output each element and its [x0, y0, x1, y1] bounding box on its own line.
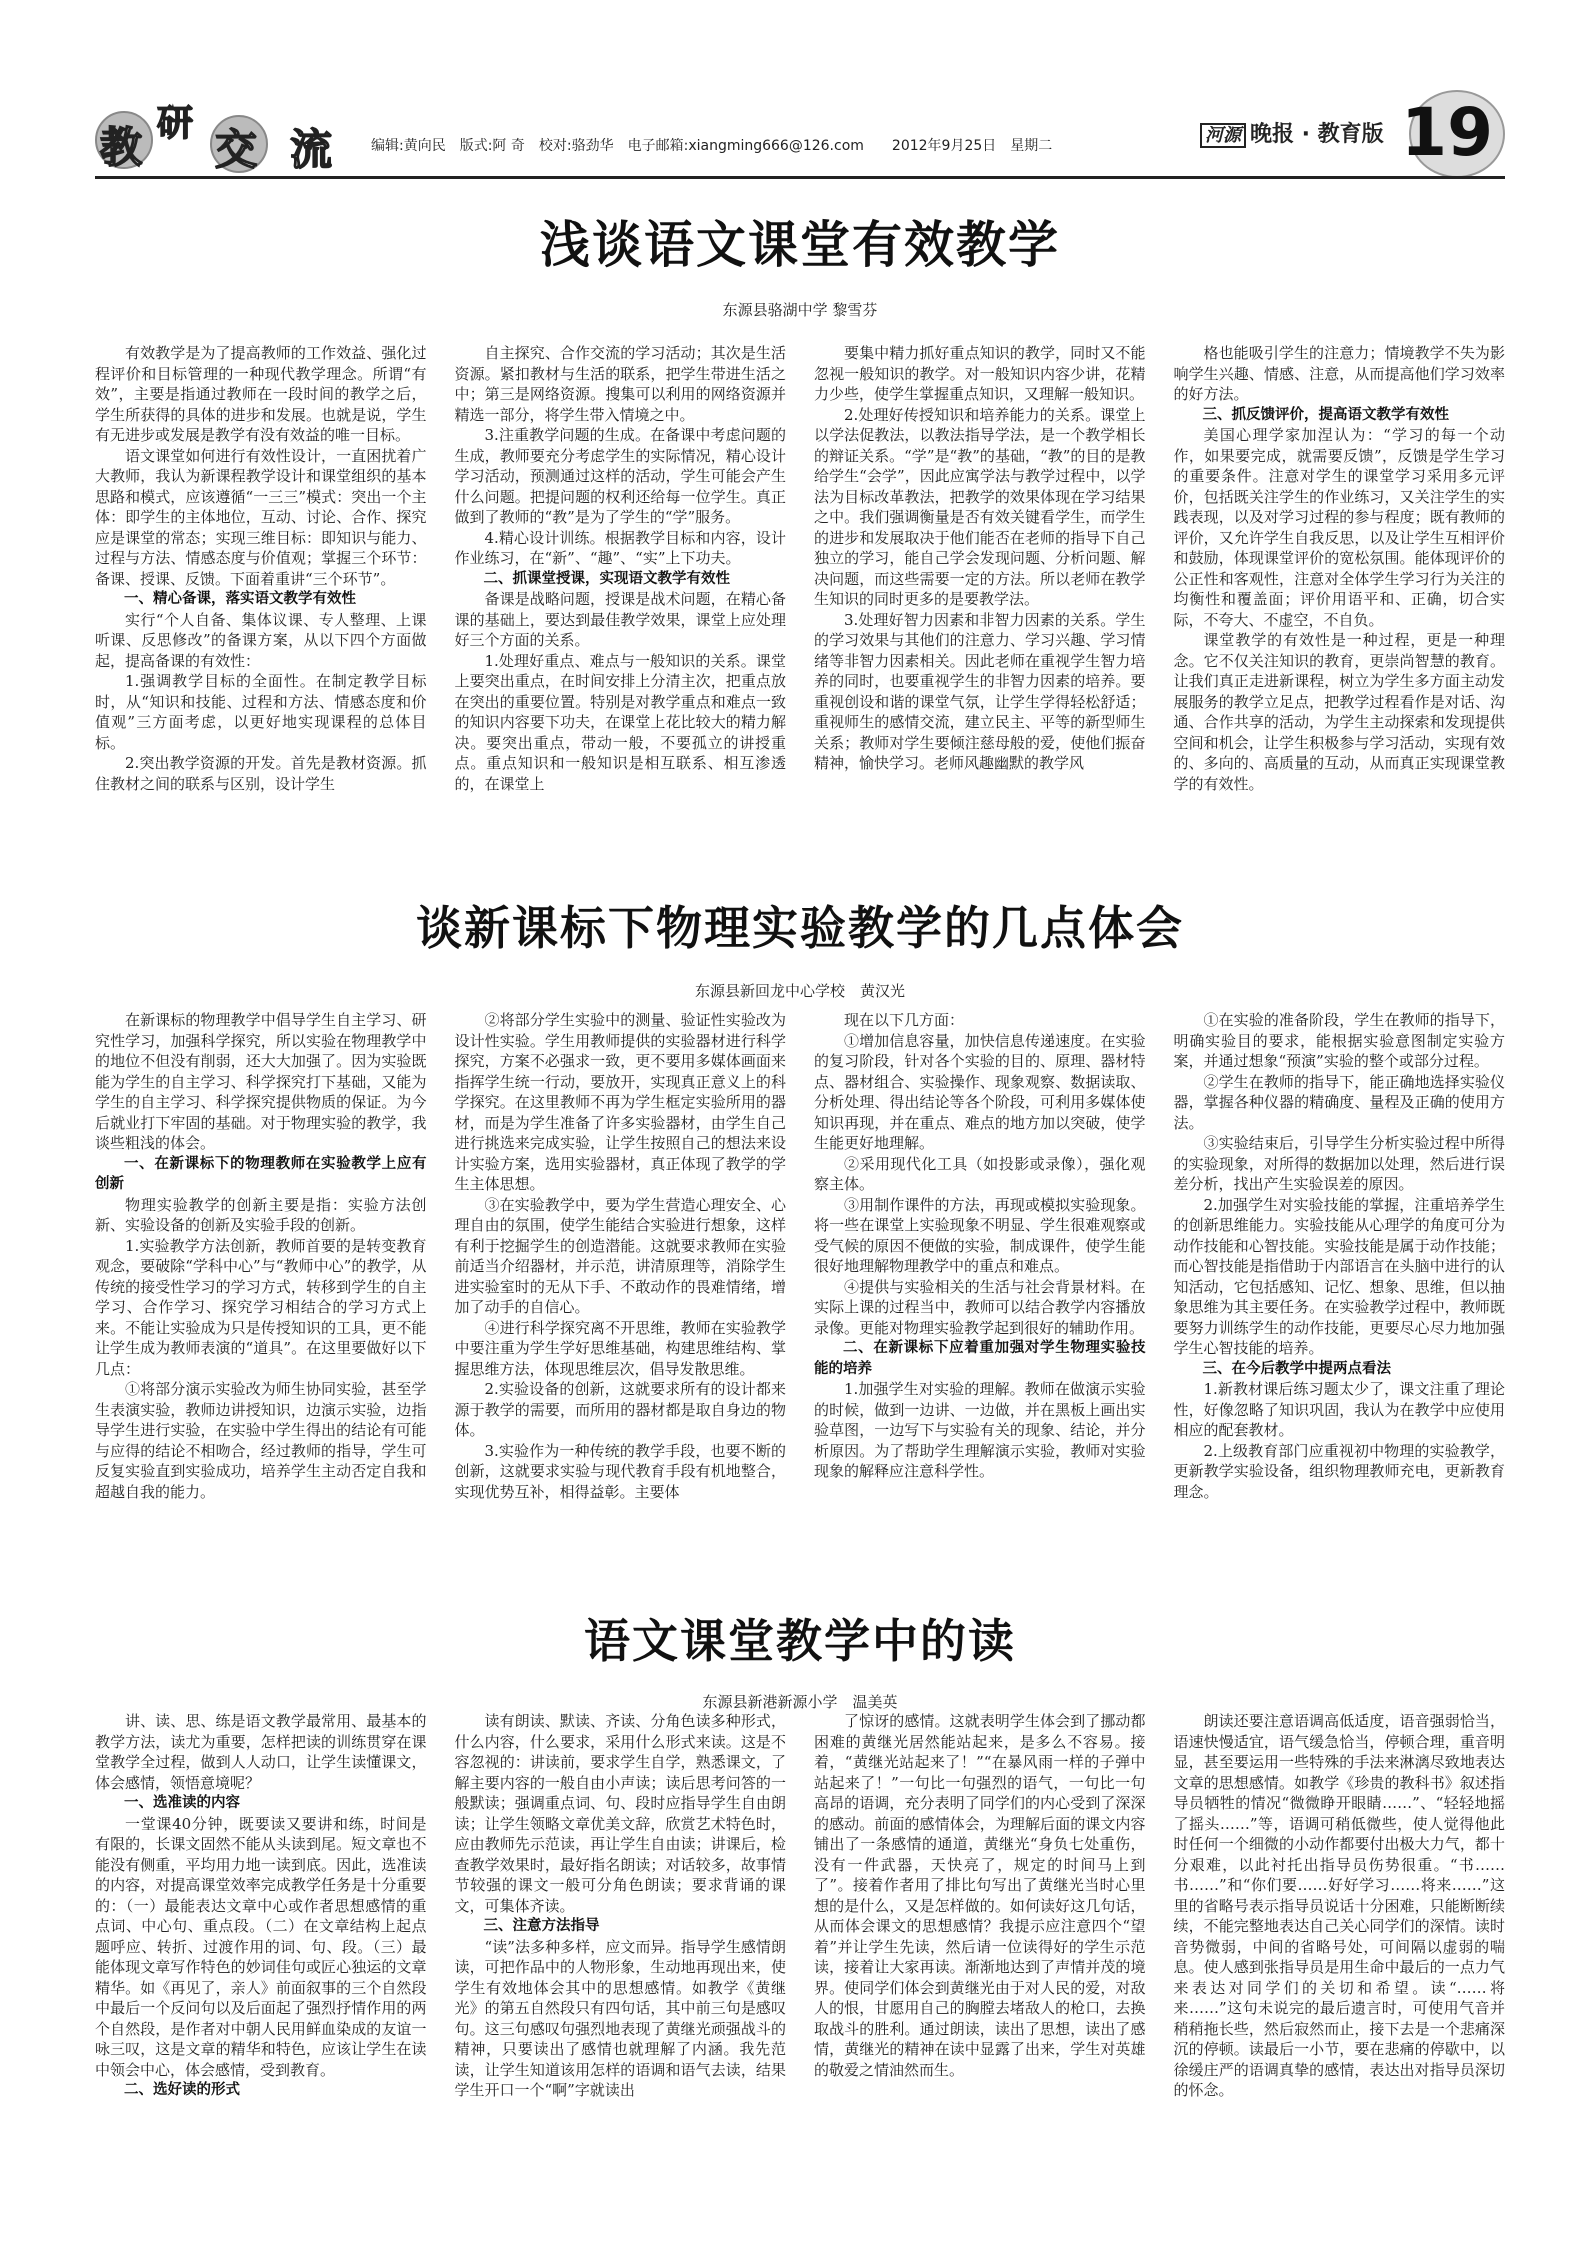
- article-title: 语文课堂教学中的读: [584, 1614, 1016, 1668]
- section-heading: 三、在今后教学中提两点看法: [1202, 1360, 1391, 1377]
- paragraph: 实行“个人自备、集体议课、专人整理、上课听课、反思修改”的备课方案，从以下四个方面做起，提高备课的有效性：: [95, 610, 427, 670]
- paragraph: ④提供与实验相关的生活与社会背景材料。在实际上课的过程当中，教师可以结合教学内容播放录像。更能对物理实验教学起到很好的辅助作用。: [814, 1277, 1146, 1337]
- article-body: [95, 1010, 1505, 1590]
- text-column: [455, 343, 787, 888]
- paragraph: ①将部分演示实验改为师生协同实验，甚至学生表演实验，教师边讲授知识，边演示实验，边指导学生进行实验，在实验中学生得出的结论有可能与应得的结论不相吻合，经过教师的指导，学生可反复实验直到实验成功，培养学生主动否定自我和超越自我的能力。: [95, 1380, 427, 1501]
- section-heading: 一、选准读的内容: [124, 1795, 240, 1811]
- section-heading: 一、精心备课，落实语文教学有效性: [124, 591, 356, 607]
- article-2: [95, 892, 1505, 1592]
- paragraph: 朗读还要注意语调高低适度，语音强弱恰当，语速快慢适宜，语气缓急恰当，停顿合理，重音明显，甚至要运用一些特殊的手法来淋漓尽致地表达文章的思想感情。如教学《珍贵的教科书》叙述指导员牺牲的情况“微微睁开眼睛……”、“轻轻地摇了摇头……”等，语调可稍低微些，使人觉得他此时任何一个细微的小动作都要付出极大力气，都十分艰难，以此衬托出指导员伤势很重。“书……书……”和“你们要……好好学习……将来……”这里的省略号表示指导员说话十分困难，只能断断续续，不能完整地表达自己关心同学们的深情。读时音势微弱，中间的省略号处，可间隔以虚弱的喘息。使人感到张指导员是用生命中最后的一点力气来表达对同学们的关切和希望。读“……将来……”这句未说完的最后遗言时，可使用气音并稍稍拖长些，然后寂然而止，接下去是一个悲痛深沉的停顿。读最后一小节，要在悲痛的停歇中，以徐缓庄严的语调真挚的感情，表达出对指导员深切的怀念。: [1173, 1712, 1505, 2099]
- text-column: [814, 1010, 1146, 1590]
- paragraph: 2.加强学生对实验技能的掌握，注重培养学生的创新思维能力。实验技能从心理学的角度可分为动作技能和心智技能。实验技能是属于动作技能；而心智技能是指借助于内部语言在头脑中进行的认知活动，它包括感知、记忆、想象、思维，但以抽象思维为其主要任务。在实验教学过程中，教师既要努力训练学生的动作技能，更要尽心尽力地加强学生心智技能的培养。: [1173, 1195, 1505, 1357]
- paragraph: 要集中精力抓好重点知识的教学，同时又不能忽视一般知识的教学。对一般知识内容少讲，花精力少些，使学生掌握重点知识，又理解一般知识。: [814, 344, 1146, 403]
- paragraph: 1.新教材课后练习题太少了，课文注重了理论性，好像忽略了知识巩固，我认为在教学中应使用相应的配套教材。: [1173, 1380, 1505, 1439]
- paragraph: 1.加强学生对实验的理解。教师在做演示实验的时候，做到一边讲、一边做，并在黑板上画出实验草图，一边写下与实验有关的现象、结论，并分析原因。为了帮助学生理解演示实验，教师对实验现象的解释应注意科学性。: [814, 1380, 1146, 1480]
- header-rule: [95, 176, 1505, 179]
- paragraph: 课堂教学的有效性是一种过程，更是一种理念。它不仅关注知识的教育，更崇尚智慧的教育。让我们真正走进新课程，树立为学生多方面主动发展服务的教学立足点，把教学过程看作是对话、沟通、合作共享的活动，为学生主动探索和发现提供空间和机会，让学生积极参与学习活动，实现有效的、多向的、高质量的互动，从而真正实现课堂教学的有效性。: [1173, 631, 1505, 793]
- article-author: 东源县新港新源小学 温美英: [702, 1693, 898, 1711]
- paragraph: 在新课标的物理教学中倡导学生自主学习、研究性学习，加强科学探究，所以实验在物理教学中的地位不但没有削弱，还大大加强了。因为实验既能为学生的自主学习、科学探究打下基础，又能为学生的自主学习、科学探究提供物质的保证。为今后就业打下牢固的基础。对于物理实验的教学，我谈些粗浅的体会。: [95, 1011, 427, 1152]
- paragraph: 3.注重教学问题的生成。在备课中考虑问题的生成，教师要充分考虑学生的实际情况，精心设计学习活动，预测通过这样的活动，学生可能会产生什么问题。把提问题的权利还给每一位学生。真正做到了教师的“教”是为了学生的“学”服务。: [454, 426, 786, 526]
- paragraph: 有效教学是为了提高教师的工作效益、强化过程评价和目标管理的一种现代教学理念。所谓“有效”，主要是指通过教师在一段时间的教学之后，学生所获得的具体的进步和发展。也就是说，学生有无进步或发展是教学有没有效益的唯一目标。: [95, 344, 427, 444]
- paragraph: ②采用现代化工具（如投影或录像），强化观察主体。: [814, 1154, 1146, 1193]
- article-body: [95, 1711, 1505, 2221]
- paragraph: 2.突出教学资源的开发。首先是教材资源。抓住教材之间的联系与区别，设计学生: [95, 754, 427, 793]
- paragraph: 备课是战略问题，授课是战术问题，在精心备课的基础上，要达到最佳教学效果，课堂上应处理好三个方面的关系。: [454, 590, 786, 649]
- paragraph: 自主探究、合作交流的学习活动；其次是生活资源。紧扣教材与生活的联系，把学生带进生活之中；第三是网络资源。搜集可以利用的网络资源并精选一部分，将学生带入情境之中。: [454, 344, 786, 424]
- logo-char: 流: [290, 125, 333, 174]
- paragraph: 美国心理学家加涅认为：“学习的每一个动作，如果要完成，就需要反馈”，反馈是学生学习的重要条件。注意对学生的课堂学习采用多元评价，包括既关注学生的作业练习，又关注学生的实践表现，以及对学习过程的参与程度；既有教师的评价，又允许学生自我反思，以及让学生互相评价和鼓励，体现课堂评价的宽松氛围。能体现评价的公正性和客观性，注意对全体学生学习行为关注的均衡性和覆盖面；评价用语平和、正确，切合实际，不夸大、不虚空，不自负。: [1173, 426, 1505, 629]
- paragraph: 3.实验作为一种传统的教学手段，也要不断的创新，这就要求实验与现代教育手段有机地整合，实现优势互补，相得益彰。主要体: [454, 1441, 786, 1501]
- paragraph: ①增加信息容量，加快信息传递速度。在实验的复习阶段，针对各个实验的目的、原理、器材特点、器材组合、实验操作、现象观察、数据读取、分析处理、得出结论等各个阶段，可利用多媒体使知识再现，并在重点、难点的地方加以突破，使学生能更好地理解。: [814, 1031, 1146, 1152]
- paragraph: 读有朗读、默读、齐读、分角色读多种形式，什么内容，什么要求，采用什么形式来读。这是不容忽视的：讲读前，要求学生自学，熟悉课文，了解主要内容的一般自由小声读；读后思考问答的一般默读；强调重点词、句、段时应指导学生自由朗读；让学生领略文章优美文辞，欣赏艺术特色时，应由教师先示范读，再让学生自由读；讲课后，检查教学效果时，最好指名朗读；对话较多，故事情节较强的课文一般可分角色朗读；要求背诵的课文，可集体齐读。: [454, 1712, 786, 1915]
- paragraph: “读”法多种多样，应文而异。指导学生感情朗读，可把作品中的人物形象，生动地再现出来，使学生有效地体会其中的思想感情。如教学《黄继光》的第五自然段只有四句话，其中前三句是感叹句。这三句感叹句强烈地表现了黄继光顽强战斗的精神，只要读出了感情也就理解了内涵。我先范读，让学生知道该用怎样的语调和语气去读，结果学生开口一个“啊”字就读出: [454, 1937, 786, 2099]
- section-heading: 一、在新课标下的物理教师在实验教学上应有创新: [95, 1155, 427, 1192]
- text-column: [1174, 343, 1506, 888]
- text-column: [814, 1711, 1146, 2221]
- article-3: [95, 1605, 1505, 2205]
- paragraph: ①在实验的准备阶段，学生在教师的指导下，明确实验目的要求，能根据实验意图制定实验方案，并通过想象“预演”实验的整个或部分过程。: [1173, 1011, 1505, 1070]
- text-column: [814, 343, 1146, 888]
- text-column: [1174, 1711, 1506, 2221]
- paragraph: 1.处理好重点、难点与一般知识的关系。课堂上要突出重点，在时间安排上分清主次，把重点放在突出的重要位置。特别是对教学重点和难点一致的知识内容要下功夫，在课堂上花比较大的精力解决。要突出重点，带动一般，不要孤立的讲授重点。重点知识和一般知识是相互联系、相互渗透的，在课堂上: [454, 651, 786, 793]
- paragraph: 物理实验教学的创新主要是指：实验方法创新、实验设备的创新及实验手段的创新。: [95, 1195, 427, 1234]
- paragraph: 3.处理好智力因素和非智力因素的关系。学生的学习效果与其他们的注意力、学习兴趣、学习情绪等非智力因素相关。因此老师在重视学生智力培养的同时，也要重视学生的非智力因素的培养。要重视创设和谐的课堂气氛，让学生学得轻松舒适；重视师生的感情交流，建立民主、平等的新型师生关系；教师对学生要倾注慈母般的爱，使他们振奋精神，愉快学习。老师风趣幽默的教学风: [814, 610, 1146, 772]
- section-heading: 二、抓课堂授课，实现语文教学有效性: [483, 570, 730, 587]
- text-column: [95, 343, 427, 888]
- paragraph: 现在以下几方面：: [844, 1011, 965, 1029]
- brand-name: 晚报 · 教育版: [1250, 122, 1384, 147]
- text-column: [95, 1010, 427, 1590]
- brand-mark: 河源: [1200, 123, 1246, 148]
- paragraph: ③用制作课件的方法，再现或模拟实验现象。将一些在课堂上实验现象不明显、学生很难观察或受气候的原因不便做的实验，制成课件，使学生能很好地理解物理教学中的重点和难点。: [814, 1195, 1146, 1275]
- paragraph: 一堂课40分钟，既要读又要讲和练，时间是有限的，长课文固然不能从头读到尾。短文章也不能没有侧重，平均用力地一读到底。因此，选准读的内容，对提高课堂效率完成教学任务是十分重要的：（一）最能表达文章中心或作者思想感情的重点词、中心句、重点段。（二）在文章结构上起点题呼应、转折、过渡作用的词、句、段。（三）最能体现文章写作特色的妙词佳句或匠心独运的文章精华。如《再见了，亲人》前面叙事的三个自然段中最后一个反问句以及后面起了强烈抒情作用的两个自然段，是作者对中朝人民用鲜血染成的友谊一咏三叹，这是文章的精华和特色，应该让学生在读中领会中心，体会感情，受到教育。: [95, 1814, 427, 2079]
- paragraph: 2.实验设备的创新，这就要求所有的设计都来源于教学的需要，而所用的器材都是取自身边的物体。: [454, 1380, 786, 1439]
- text-column: [95, 1711, 427, 2221]
- paragraph: 1.实验教学方法创新，教师首要的是转变教育观念，要破除“学科中心”与“教师中心”的教学，从传统的接受性学习的学习方式，转移到学生的自主学习、合作学习、探究学习相结合的学习方式上来。不能让实验成为只是传授知识的工具，更不能让学生成为教师表演的“道具”。在这里要做好以下几点：: [95, 1236, 427, 1378]
- paragraph: 语文课堂如何进行有效性设计，一直困扰着广大教师，我认为新课程教学设计和课堂组织的基本思路和模式，应该遵循“一三三”模式：突出一个主体：即学生的主体地位，互动、讨论、合作、探究应是课堂的常态；实现三维目标：即知识与能力、过程与方法、情感态度与价值观；掌握三个环节：备课、授课、反馈。下面着重讲“三个环节”。: [95, 446, 427, 588]
- article-body: [95, 343, 1505, 888]
- text-column: [455, 1010, 787, 1590]
- logo-char: 教: [100, 123, 143, 172]
- paragraph: ②学生在教师的指导下，能正确地选择实验仪器，掌握各种仪器的精确度、量程及正确的使用方法。: [1173, 1072, 1505, 1132]
- paragraph: 2.处理好传授知识和培养能力的关系。课堂上以学法促教法，以教法指导学法，是一个教学相长的辩证关系。“学”是“教”的基础，“教”的目的是教给学生“会学”，因此应寓学法与教学过程中，以学法为目标改革教法，把教学的效果体现在学习结果之中。我们强调衡量是否有效关键看学生，而学生的进步和发展取决于他们能否在老师的指导下自己独立的学习，能自己学会发现问题、分析问题、解决问题，而这些需要一定的方法。所以老师在教学生知识的同时更多的是要教学法。: [814, 405, 1146, 608]
- article-title: 浅谈语文课堂有效教学: [540, 216, 1060, 274]
- paragraph: ③在实验教学中，要为学生营造心理安全、心理自由的氛围，使学生能结合实验进行想象，这样有利于挖掘学生的创造潜能。这就要求教师在实验前适当介绍器材，并示范，讲清原理等，消除学生进实验室时的无从下手、不敢动作的畏难情绪，增加了动手的自信心。: [454, 1195, 786, 1316]
- section-heading: 三、抓反馈评价，提高语文教学有效性: [1202, 406, 1449, 423]
- article-title: 谈新课标下物理实验教学的几点体会: [416, 901, 1184, 955]
- page-number-badge: [1385, 90, 1505, 180]
- article-author: 东源县新回龙中心学校 黄汉光: [694, 982, 905, 1000]
- section-logo: [95, 95, 365, 175]
- paragraph: 格也能吸引学生的注意力；情境教学不失为影响学生兴趣、情感、注意，从而提高他们学习效率的好方法。: [1173, 344, 1505, 403]
- text-column: [1174, 1010, 1506, 1590]
- paragraph: 2.上级教育部门应重视初中物理的实验教学，更新教学实验设备，组织物理教师充电，更新教育理念。: [1173, 1441, 1505, 1501]
- logo-char: 交: [215, 125, 258, 174]
- article-author: 东源县骆湖中学 黎雪芬: [722, 301, 878, 319]
- logo-char: 研: [157, 102, 194, 144]
- paragraph: ④进行科学探究离不开思维，教师在实验教学中要注重为学生学好思维基础，构建思维结构、掌握思维方法，体现思维层次，倡导发散思维。: [454, 1318, 786, 1378]
- paragraph: 讲、读、思、练是语文教学最常用、最基本的教学方法，读尤为重要，怎样把读的训练贯穿在课堂教学全过程，做到人人动口，让学生读懂课文，体会感情，领悟意境呢？: [95, 1712, 427, 1792]
- article-1: [95, 205, 1505, 895]
- page-header: [95, 95, 1505, 175]
- section-heading: 二、选好读的形式: [124, 2082, 240, 2098]
- paragraph: 了惊讶的感情。这就表明学生体会到了挪动都困难的黄继光居然能站起来，是多么不容易。接着，“黄继光站起来了！”“在暴风雨一样的子弹中站起来了！”一句比一句强烈的语气，一句比一句高昂的语调，充分表明了同学们的内心受到了深深的感动。前面的感情体会，为理解后面的课文内容铺出了一条感情的通道，黄继光“身负七处重伤，没有一件武器，天快亮了，规定的时间马上到了”。接着作者用了排比句写出了黄继光当时心里想的是什么，又是怎样做的。如何读好这几句话，从而体会课文的思想感情？我提示应注意四个“望着”并让学生先读，然后请一位读得好的学生示范读，接着让大家再读。渐渐地达到了声情并茂的境界。使同学们体会到黄继光由于对人民的爱，对敌人的恨，甘愿用自己的胸膛去堵敌人的枪口，去换取战斗的胜利。通过朗读，读出了思想，读出了感情，黄继光的精神在读中显露了出来，学生对英雄的敬爱之情油然而生。: [814, 1712, 1146, 2079]
- masthead-meta: 编辑:黄向民 版式:阿 奇 校对:骆劲华 电子邮箱:xiangming666@126.com 2012年9月25日 星期二: [371, 138, 1053, 154]
- page-number: 19: [1401, 94, 1493, 171]
- section-heading: 三、注意方法指导: [483, 1918, 600, 1934]
- paragraph: ③实验结束后，引导学生分析实验过程中所得的实验现象，对所得的数据加以处理，然后进行误差分析，找出产生实验误差的原因。: [1173, 1134, 1505, 1193]
- section-heading: 二、在新课标下应着重加强对学生物理实验技能的培养: [814, 1340, 1146, 1377]
- paragraph: ②将部分学生实验中的测量、验证性实验改为设计性实验。学生用教师提供的实验器材进行科学探究，方案不必强求一致，更不要用多媒体画面来指挥学生统一行动，要放开，实现真正意义上的科学探究。在这里教师不再为学生框定实验所用的器材，而是为学生准备了许多实验器材，由学生自己进行挑选来完成实验，让学生按照自己的想法来设计实验方案，选用实验器材，真正体现了教学的学生主体思想。: [454, 1011, 786, 1193]
- paragraph: 1.强调教学目标的全面性。在制定教学目标时，从“知识和技能、过程和方法、情感态度和价值观”三方面考虑，以更好地实现课程的总体目标。: [95, 672, 427, 752]
- text-column: [455, 1711, 787, 2221]
- paragraph: 4.精心设计训练。根据教学目标和内容，设计作业练习，在“新”、“趣”、“实”上下功夫。: [454, 528, 786, 567]
- newspaper-brand: [1200, 117, 1384, 148]
